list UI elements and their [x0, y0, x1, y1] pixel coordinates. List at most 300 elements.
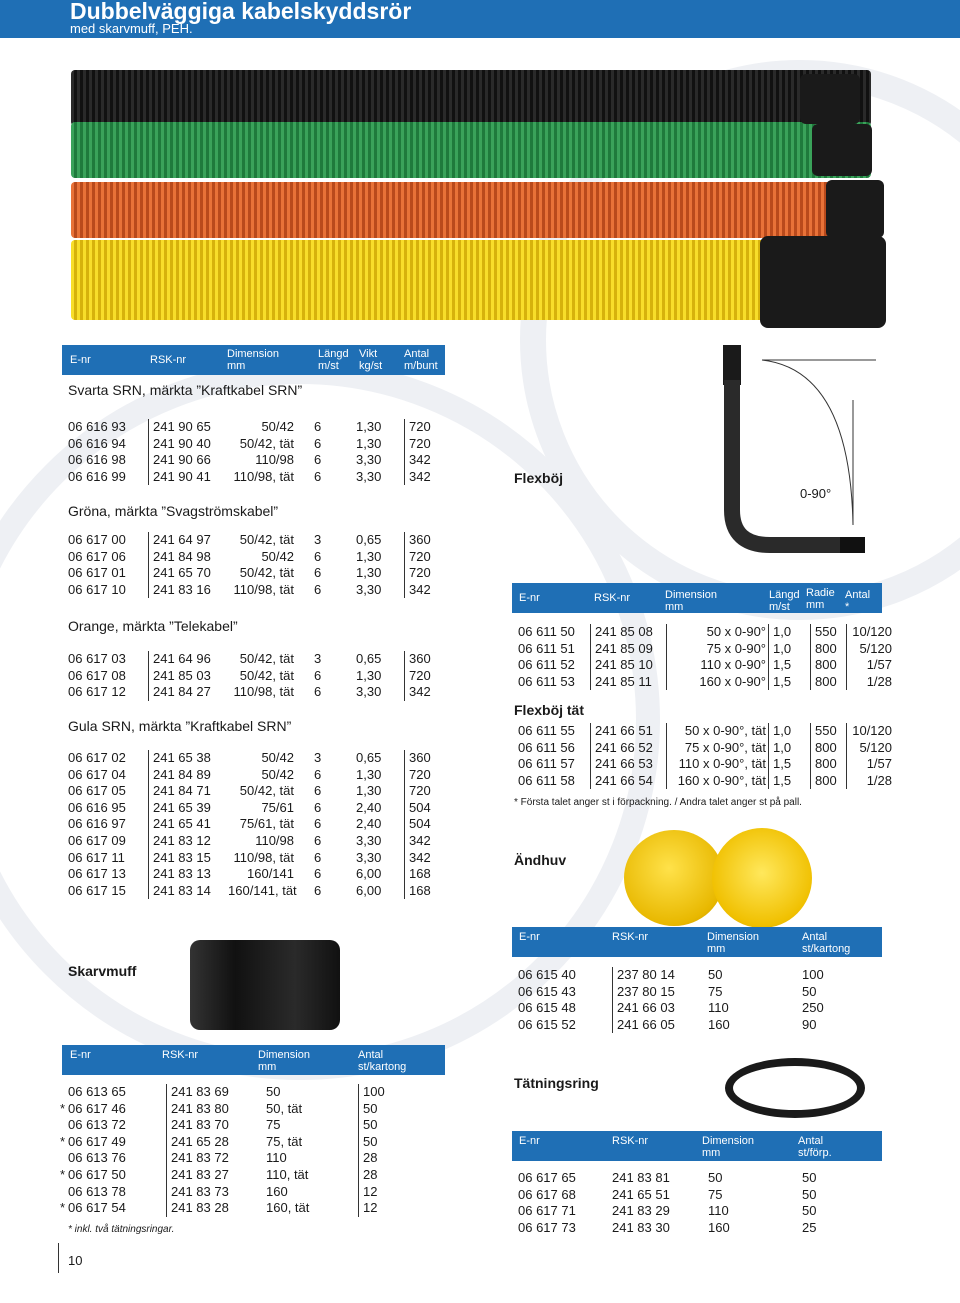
cell-rsk-cell: 241 85 11 — [595, 673, 652, 689]
col-header-dimension-unit: mm — [665, 601, 684, 613]
cell-rsk-cell: 241 83 70 — [171, 1117, 229, 1133]
cell-qty — [358, 1084, 385, 1217]
cell-dimension-cell: 50/42, tät — [239, 532, 294, 547]
cell-dimension — [228, 750, 297, 899]
endcap-photo — [620, 826, 820, 936]
endcap-image — [712, 828, 812, 928]
cell-dimension-cell: 110/98 — [255, 832, 294, 848]
cell-quantity — [404, 419, 431, 485]
page-banner — [0, 0, 960, 38]
cell-quantity-cell: 720 — [409, 783, 431, 799]
col-header-length: Längd — [318, 348, 349, 360]
flexbow-tight-title: Flexböj tät — [514, 702, 585, 718]
cell-weight-cell: 6,00 — [356, 882, 382, 898]
cell-rsk-cell: 241 85 09 — [595, 640, 653, 656]
flexbow-note: * Första talet anger st i förpackning. / Andra talet anger st på pall. — [514, 797, 802, 808]
cell-length — [314, 750, 321, 899]
cell-dimension — [666, 723, 766, 789]
cell-enr-cell: 06 616 93 — [68, 419, 126, 434]
cell-enr-cell: 06 613 76 — [68, 1150, 126, 1166]
cell-rsk-cell: 241 65 51 — [612, 1186, 670, 1202]
cell-radius-cell: 800 — [815, 756, 837, 772]
cell-quantity-cell: 360 — [409, 651, 431, 666]
col-header-quantity: Antal — [802, 931, 828, 943]
cell-rsk-cell: 241 65 39 — [153, 799, 211, 815]
cell-enr-cell: 06 617 13 — [68, 866, 126, 882]
cell-dim-cell: 160, tät — [266, 1200, 310, 1216]
cell-rsk-cell: 241 64 96 — [153, 651, 211, 666]
cell-dimension — [228, 651, 294, 701]
cell-rsk — [148, 532, 211, 598]
cell-weight-cell: 6,00 — [356, 866, 382, 882]
col-header-length-unit: m/st — [318, 360, 339, 372]
cell-dim-cell: 160 — [266, 1183, 288, 1199]
cell-radius-cell: 800 — [815, 640, 837, 656]
cell-length-cell: 3 — [314, 651, 322, 666]
cell-rsk-cell: 241 84 27 — [153, 684, 211, 700]
cell-quantity — [404, 532, 431, 598]
cell-weight-cell: 1,30 — [356, 435, 382, 451]
cell-rsk — [148, 750, 211, 899]
cell-weight — [356, 651, 381, 701]
col-header-dimension-unit: mm — [702, 1147, 721, 1159]
cell-enr-cell: 06 611 57 — [518, 756, 575, 772]
page-subtitle: med skarvmuff, PEH. — [70, 21, 193, 36]
cell-length-cell: 3 — [314, 750, 322, 765]
col-header-enr: E-nr — [519, 1135, 540, 1147]
cell-rsk-cell: 241 83 13 — [153, 866, 211, 882]
cell-length-cell: 6 — [314, 565, 322, 581]
cell-rsk — [148, 651, 211, 701]
cell-dimension-cell: 110 x 0-90°, tät — [678, 756, 766, 772]
cell-enr-cell: 06 617 46 — [68, 1100, 126, 1116]
cell-enr-cell: 06 617 71 — [518, 1203, 576, 1219]
cell-enr-cell: 06 613 72 — [68, 1117, 126, 1133]
cell-rsk-cell: 241 85 03 — [153, 667, 211, 683]
cell-quantity — [404, 750, 431, 899]
coupling-title: Skarvmuff — [68, 963, 137, 979]
cell-rsk-cell: 241 65 41 — [153, 816, 211, 832]
cell-rsk-cell: 241 83 14 — [153, 882, 211, 898]
cell-dimension-cell: 110/98, tät — [233, 468, 294, 484]
cell-length-cell: 1,0 — [773, 640, 792, 656]
col-header-dimension-unit: mm — [707, 943, 726, 955]
cell-quantity-cell: 504 — [409, 816, 431, 832]
green-pipe — [71, 122, 871, 178]
col-header-quantity-unit: st/förp. — [798, 1147, 832, 1159]
cell-quantity-cell: 720 — [409, 419, 431, 434]
cell-rsk-cell: 241 83 69 — [171, 1084, 229, 1099]
cell-enr-cell: 06 616 98 — [68, 452, 126, 468]
cell-qty-cell: 50 — [363, 1117, 378, 1133]
cell-enr-cell: 06 616 99 — [68, 468, 126, 484]
cell-enr-cell: 06 611 53 — [518, 673, 575, 689]
cell-enr-cell: 06 617 05 — [68, 783, 126, 799]
cell-enr-cell: 06 617 10 — [68, 581, 126, 597]
cell-dim — [708, 967, 730, 1033]
cell-rsk-cell: 241 83 27 — [171, 1166, 229, 1182]
cell-dimension-cell: 50/42, tät — [239, 783, 294, 799]
flexbow-angle: 0-90° — [800, 486, 832, 501]
cell-enr-cell: 06 615 40 — [518, 967, 576, 982]
cell-dim-cell: 75, tät — [266, 1133, 303, 1149]
cell-enr-cell: 06 617 02 — [68, 750, 126, 765]
cell-quantity-cell: 1/57 — [866, 756, 892, 772]
cell-rsk-cell: 241 85 08 — [595, 624, 653, 639]
coupling-note: * inkl. två tätningsringar. — [68, 1224, 175, 1235]
cell-radius-cell: 800 — [815, 657, 837, 673]
cell-length-cell: 6 — [314, 832, 322, 848]
cell-enr-cell: 06 615 48 — [518, 1000, 576, 1016]
cell-enr-cell: 06 616 95 — [68, 799, 126, 815]
col-header-dimension: Dimension — [707, 931, 759, 943]
cell-qty-cell: 50 — [363, 1133, 378, 1149]
cell-quantity-cell: 1/28 — [866, 673, 892, 689]
cell-enr-cell: 06 613 65 — [68, 1084, 126, 1099]
cell-star-cell — [60, 1117, 65, 1134]
cell-rsk-cell: 241 83 12 — [153, 832, 211, 848]
cell-rsk-cell: 241 83 80 — [171, 1100, 229, 1116]
cell-dim-cell: 50, tät — [266, 1100, 303, 1116]
cell-length — [314, 532, 321, 598]
page-title: Dubbelväggiga kabelskyddsrör — [70, 0, 412, 24]
coupling-table-header — [62, 1045, 445, 1075]
cell-radius-cell: 800 — [815, 739, 837, 755]
col-header-quantity-unit: m/bunt — [404, 360, 438, 372]
cell-dimension-cell: 110/98, tät — [233, 581, 294, 597]
cell-quantity-cell: 342 — [409, 849, 431, 865]
main-table-header — [62, 345, 445, 375]
cell-enr-cell: 06 615 52 — [518, 1016, 576, 1032]
cell-rsk — [590, 624, 653, 690]
cell-dim — [266, 1084, 309, 1217]
cell-weight-cell: 3,30 — [356, 832, 382, 848]
cell-weight-cell: 3,30 — [356, 684, 382, 700]
cell-enr-cell: 06 617 04 — [68, 766, 126, 782]
cell-rsk-cell: 241 83 15 — [153, 849, 211, 865]
cell-weight — [356, 419, 381, 485]
cell-quantity-cell: 720 — [409, 667, 431, 683]
cell-enr-cell: 06 617 49 — [68, 1133, 126, 1149]
cell-radius-cell: 550 — [815, 624, 837, 639]
cell-weight-cell: 1,30 — [356, 783, 382, 799]
cell-dimension-cell: 50/42, tät — [239, 435, 294, 451]
cell-dim-cell: 75 — [708, 983, 723, 999]
endcap-table-header — [512, 927, 882, 957]
cell-rsk — [612, 967, 675, 1033]
seal-ring-photo — [725, 1058, 865, 1118]
cell-dimension — [666, 624, 766, 690]
cell-rsk-cell: 241 85 10 — [595, 657, 653, 673]
cell-dimension-cell: 50/42, tät — [239, 651, 294, 666]
col-header-radius: Radie — [806, 587, 835, 599]
pipe-coupling-end — [826, 180, 884, 238]
cell-enr-cell: 06 617 11 — [68, 849, 125, 865]
pipe-coupling-end — [800, 74, 860, 124]
cell-dimension — [228, 532, 294, 598]
cell-length-cell: 1,0 — [773, 739, 792, 755]
cell-dimension-cell: 110/98 — [255, 452, 294, 468]
cell-star-cell — [60, 1150, 65, 1167]
cell-rsk-cell: 241 90 40 — [153, 435, 211, 451]
cell-length-cell: 6 — [314, 783, 322, 799]
cell-weight-cell: 3,30 — [356, 468, 382, 484]
cell-dimension-cell: 75/61 — [261, 799, 294, 815]
cell-rsk-cell: 241 64 97 — [153, 532, 211, 547]
cell-qty-cell: 28 — [363, 1150, 378, 1166]
yellow-pipe — [71, 240, 811, 320]
col-header-quantity: Antal — [845, 589, 871, 601]
col-header-dimension: Dimension — [227, 348, 279, 360]
cell-rsk-cell: 241 83 29 — [612, 1203, 670, 1219]
cell-qty-cell: 100 — [802, 967, 824, 982]
cell-qty-cell: 100 — [363, 1084, 385, 1099]
cell-enr-cell: 06 617 12 — [68, 684, 126, 700]
col-header-quantity: Antal — [798, 1135, 824, 1147]
cell-rsk-cell: 241 66 51 — [595, 723, 653, 738]
group-title-yellow: Gula SRN, märkta ”Kraftkabel SRN” — [68, 718, 292, 734]
cell-weight-cell: 3,30 — [356, 581, 382, 597]
cell-enr — [68, 651, 126, 701]
cell-quantity-cell: 10/120 — [852, 624, 892, 639]
cell-length-cell: 6 — [314, 452, 322, 468]
page-number-rule — [58, 1243, 59, 1273]
cell-quantity-cell: 342 — [409, 684, 431, 700]
cell-length-cell: 6 — [314, 468, 322, 484]
cell-quantity-cell: 342 — [409, 581, 431, 597]
cell-length-cell: 3 — [314, 532, 322, 547]
cell-rsk-cell: 241 83 72 — [171, 1150, 229, 1166]
endcap-image — [624, 830, 724, 926]
col-header-dimension-unit: mm — [227, 360, 246, 372]
cell-quantity-cell: 342 — [409, 832, 431, 848]
flexbow-end-vertical — [723, 345, 741, 385]
col-header-dimension: Dimension — [702, 1135, 754, 1147]
cell-dim-cell: 160 — [708, 1016, 730, 1032]
cell-length — [768, 624, 791, 690]
cell-weight-cell: 1,30 — [356, 565, 382, 581]
cell-dim-cell: 110 — [266, 1150, 287, 1166]
cell-dimension-cell: 75 x 0-90° — [706, 640, 766, 656]
cell-qty-cell: 50 — [802, 1203, 817, 1219]
cell-dimension-cell: 50/42 — [261, 548, 294, 564]
seal-table-header — [512, 1131, 882, 1161]
cell-radius — [810, 624, 837, 690]
cell-length-cell: 1,5 — [773, 756, 792, 772]
cell-dimension-cell: 50/42, tät — [239, 565, 294, 581]
cell-enr-cell: 06 611 55 — [518, 723, 575, 738]
cell-qty-cell: 12 — [363, 1200, 378, 1216]
cell-star-cell — [60, 1084, 65, 1101]
cell-rsk-cell: 237 80 15 — [617, 983, 675, 999]
cell-enr — [518, 1170, 576, 1236]
cell-qty-cell: 50 — [363, 1100, 378, 1116]
col-header-enr: E-nr — [519, 931, 540, 943]
cell-qty-cell: 50 — [802, 1186, 817, 1202]
cell-dimension-cell: 75 x 0-90°, tät — [684, 739, 766, 755]
cell-dim-cell: 110, tät — [266, 1166, 309, 1182]
cell-weight-cell: 0,65 — [356, 750, 382, 765]
cell-dim-cell: 75 — [708, 1186, 723, 1202]
flexbow-illustration — [700, 340, 900, 580]
cell-weight-cell: 1,30 — [356, 419, 382, 434]
cell-enr-cell: 06 611 50 — [518, 624, 575, 639]
col-header-weight: Vikt — [359, 348, 378, 360]
cell-qty-cell: 250 — [802, 1000, 824, 1016]
cell-rsk-cell: 241 84 71 — [153, 783, 211, 799]
cell-quantity-cell: 720 — [409, 565, 431, 581]
cell-weight — [356, 532, 381, 598]
cell-enr-cell: 06 617 03 — [68, 651, 126, 666]
cell-qty-cell: 90 — [802, 1016, 817, 1032]
angle-arc — [762, 360, 853, 525]
cell-rsk-cell: 241 66 05 — [617, 1016, 675, 1032]
cell-dimension-cell: 50 x 0-90° — [706, 624, 766, 639]
col-header-dimension: Dimension — [665, 589, 717, 601]
cell-rsk — [612, 1170, 670, 1236]
cell-qty-cell: 50 — [802, 983, 817, 999]
pipe-coupling-end — [812, 124, 872, 176]
cell-dim-cell: 50 — [266, 1084, 281, 1099]
cell-qty-cell: 28 — [363, 1166, 378, 1182]
cell-dimension-cell: 50/42 — [261, 766, 294, 782]
cell-length-cell: 6 — [314, 849, 322, 865]
cell-rsk-cell: 241 83 30 — [612, 1219, 670, 1235]
cell-star — [60, 1084, 65, 1217]
cell-quantity — [846, 723, 892, 789]
group-title-black: Svarta SRN, märkta ”Kraftkabel SRN” — [68, 382, 303, 398]
cell-quantity-cell: 342 — [409, 468, 431, 484]
cell-quantity — [846, 624, 892, 690]
cell-enr-cell: 06 611 58 — [518, 772, 575, 788]
cell-rsk-cell: 241 84 98 — [153, 548, 211, 564]
cell-length-cell: 6 — [314, 816, 322, 832]
cell-weight-cell: 1,30 — [356, 548, 382, 564]
cell-dimension-cell: 160/141, tät — [228, 882, 297, 898]
cell-radius — [810, 723, 837, 789]
col-header-dimension-unit: mm — [258, 1061, 277, 1073]
cell-rsk-cell: 241 84 89 — [153, 766, 211, 782]
col-header-rsk: RSK-nr — [150, 354, 187, 366]
cell-length-cell: 6 — [314, 435, 322, 451]
cell-weight — [356, 750, 381, 899]
cell-star-cell — [60, 1184, 65, 1201]
cell-enr-cell: 06 617 15 — [68, 882, 126, 898]
col-header-dimension: Dimension — [258, 1049, 310, 1061]
cell-length — [768, 723, 791, 789]
cell-length — [314, 419, 321, 485]
cell-quantity-cell: 168 — [409, 882, 431, 898]
cell-weight-cell: 1,30 — [356, 766, 382, 782]
flexbow-pipe — [732, 380, 850, 545]
cell-rsk-cell: 241 83 73 — [171, 1183, 229, 1199]
cell-rsk-cell: 237 80 14 — [617, 967, 675, 982]
col-header-length: Längd — [769, 589, 800, 601]
cell-length-cell: 6 — [314, 766, 322, 782]
cell-qty — [802, 967, 824, 1033]
cell-weight-cell: 2,40 — [356, 799, 382, 815]
col-header-quantity: Antal — [358, 1049, 384, 1061]
pipe-coupling-end — [760, 236, 886, 328]
coupling-photo — [190, 940, 340, 1030]
cell-quantity — [404, 651, 431, 701]
cell-enr-cell: 06 617 00 — [68, 532, 126, 547]
cell-dimension-cell: 160 x 0-90°, tät — [677, 772, 766, 788]
cell-qty-cell: 12 — [363, 1183, 378, 1199]
cell-enr — [68, 532, 126, 598]
cell-length-cell: 1,5 — [773, 657, 792, 673]
cell-weight-cell: 1,30 — [356, 667, 382, 683]
orange-pipe — [71, 182, 871, 238]
cell-length-cell: 1,0 — [773, 723, 792, 738]
cell-enr-cell: 06 617 68 — [518, 1186, 576, 1202]
cell-radius-cell: 550 — [815, 723, 837, 738]
cell-rsk-cell: 241 65 38 — [153, 750, 211, 765]
cell-length-cell: 6 — [314, 548, 322, 564]
col-header-rsk: RSK-nr — [612, 1135, 649, 1147]
col-header-enr: E-nr — [70, 1049, 91, 1061]
cell-rsk — [590, 723, 653, 789]
cell-length-cell: 6 — [314, 684, 322, 700]
cell-weight-cell: 3,30 — [356, 452, 382, 468]
cell-enr-cell: 06 617 65 — [518, 1170, 576, 1185]
col-header-quantity: Antal — [404, 348, 430, 360]
cell-star-cell: * — [60, 1166, 66, 1182]
cell-qty-cell: 25 — [802, 1219, 817, 1235]
cell-length-cell: 6 — [314, 581, 322, 597]
flexbow-title: Flexböj — [514, 470, 564, 486]
cell-dimension-cell: 75/61, tät — [239, 816, 294, 832]
cell-quantity-cell: 720 — [409, 435, 431, 451]
cell-length-cell: 6 — [314, 667, 322, 683]
cell-quantity-cell: 360 — [409, 750, 431, 765]
black-pipe — [71, 70, 871, 126]
cell-dim-cell: 110 — [708, 1203, 729, 1219]
cell-dimension-cell: 110/98, tät — [233, 849, 294, 865]
col-header-enr: E-nr — [519, 592, 540, 604]
cell-enr — [68, 1084, 126, 1217]
page-number: 10 — [68, 1253, 83, 1268]
cell-rsk-cell: 241 66 52 — [595, 739, 653, 755]
cell-quantity-cell: 504 — [409, 799, 431, 815]
cell-weight-cell: 3,30 — [356, 849, 382, 865]
cell-star-cell: * — [60, 1100, 66, 1116]
cell-quantity-cell: 5/120 — [859, 640, 892, 656]
cell-length-cell: 6 — [314, 866, 322, 882]
cell-enr — [68, 750, 126, 899]
cell-rsk-cell: 241 83 28 — [171, 1200, 229, 1216]
cell-enr-cell: 06 613 78 — [68, 1183, 126, 1199]
cell-dimension-cell: 160 x 0-90° — [699, 673, 766, 689]
col-header-length-unit: m/st — [769, 601, 790, 613]
flexbow-table-header — [512, 583, 882, 613]
cell-quantity-cell: 360 — [409, 532, 431, 547]
col-header-quantity-unit: st/kartong — [802, 943, 851, 955]
cell-dimension-cell: 50/42 — [261, 750, 294, 765]
cell-rsk — [148, 419, 211, 485]
cell-dim-cell: 75 — [266, 1117, 281, 1133]
cell-length — [314, 651, 321, 701]
cell-quantity-cell: 5/120 — [859, 739, 892, 755]
col-header-quantity-unit: * — [845, 601, 850, 613]
cell-dim-cell: 160 — [708, 1219, 730, 1235]
col-header-rsk: RSK-nr — [612, 931, 649, 943]
cell-dimension-cell: 50/42 — [261, 419, 294, 434]
cell-dimension-cell: 110 x 0-90° — [700, 657, 766, 673]
cell-length-cell: 1,0 — [773, 624, 792, 639]
cell-enr-cell: 06 611 52 — [518, 657, 575, 673]
cell-weight-cell: 0,65 — [356, 532, 382, 547]
